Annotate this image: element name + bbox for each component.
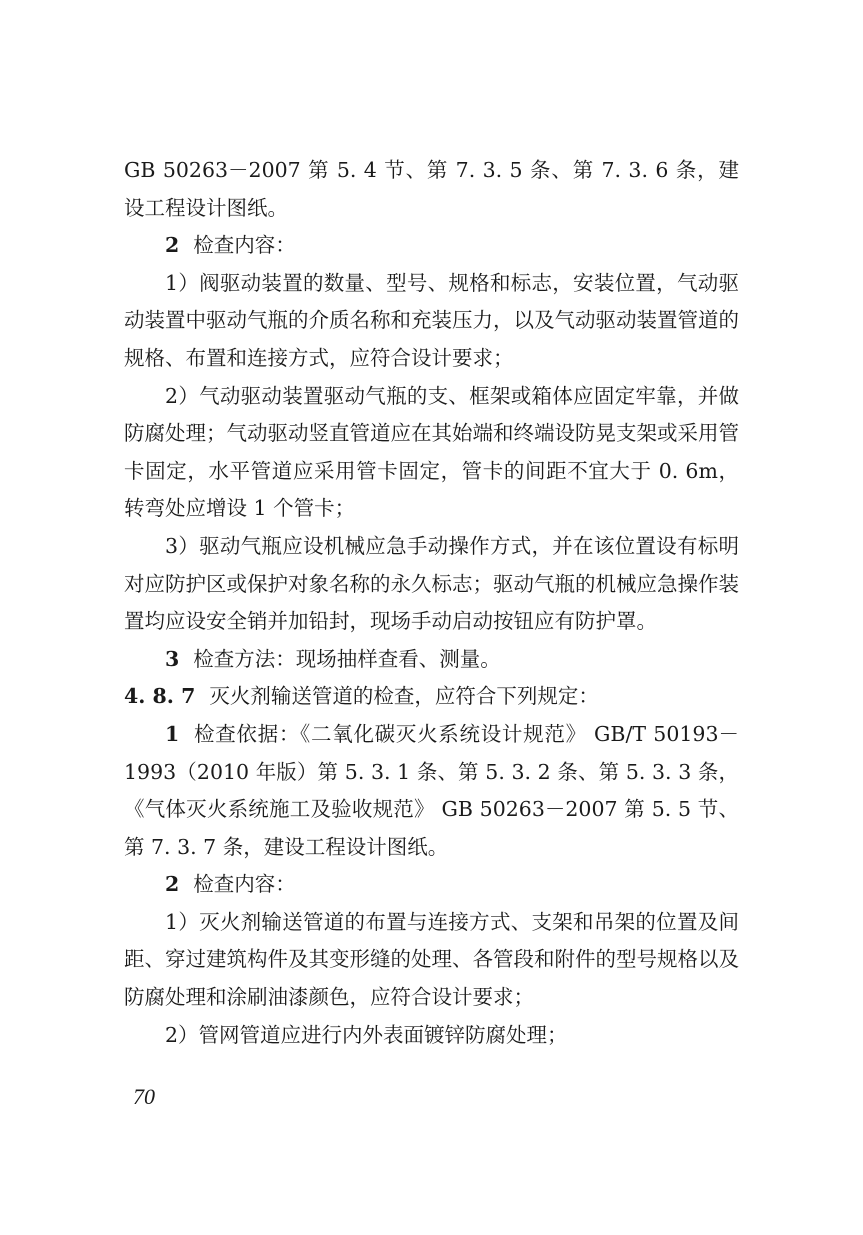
body-text bbox=[124, 152, 739, 1054]
clause-number: 4. 8. 7 bbox=[124, 684, 196, 709]
paragraph-continuation: GB 50263－2007 第 5. 4 节、第 7. 3. 5 条、第 7. 3. 6 条，建设工程设计图纸。 bbox=[124, 158, 739, 220]
subitem-1: 1）灭火剂输送管道的布置与连接方式、支架和吊架的位置及间距、穿过建筑构件及其变形缝的处理、各管段和附件的型号规格以及防腐处理和涂刷油漆颜色，应符合设计要求； bbox=[124, 909, 739, 1010]
item-2-check-content: 2 检查内容： bbox=[165, 233, 296, 258]
item-number: 3 bbox=[165, 646, 180, 671]
subitem-3: 3）驱动气瓶应设机械应急手动操作方式，并在该位置设有标明对应防护区或保护对象名称的永久标志；驱动气瓶的机械应急操作装置均应设安全销并加铅封，现场手动启动按钮应有防护罩。 bbox=[124, 533, 739, 634]
item-2-check-content: 2 检查内容： bbox=[165, 872, 296, 897]
subitem-1: 1）阀驱动装置的数量、型号、规格和标志，安装位置，气动驱动装置中驱动气瓶的介质名称和充装压力，以及气动驱动装置管道的规格、布置和连接方式，应符合设计要求； bbox=[124, 270, 739, 370]
item-3-check-method: 3 检查方法：现场抽样查看、测量。 bbox=[165, 646, 501, 671]
clause-4-8-7: 4. 8. 7 灭火剂输送管道的检查，应符合下列规定： bbox=[124, 684, 599, 709]
item-number: 1 bbox=[165, 721, 180, 746]
item-1-check-basis: 1 检查依据：《二氧化碳灭火系统设计规范》 GB/T 50193－1993（2010 年版）第 5. 3. 1 条、第 5. 3. 2 条、第 5. 3. 3 条，《气体灭火系统施工及验收规范》 GB 50263－2007 第 5. 5 节、第 7. 3. 7 条，建设工程设计图纸。 bbox=[124, 721, 739, 859]
item-number: 2 bbox=[165, 233, 180, 258]
page-number: 70 bbox=[133, 1084, 155, 1109]
item-number: 2 bbox=[165, 872, 180, 897]
subitem-2: 2）气动驱动装置驱动气瓶的支、框架或箱体应固定牢靠，并做防腐处理；气动驱动竖直管道应在其始端和终端设防晃支架或采用管卡固定，水平管道应采用管卡固定，管卡的间距不宜大于 0. 6m，转弯处应增设 1 个管卡； bbox=[124, 383, 739, 521]
subitem-2: 2）管网管道应进行内外表面镀锌防腐处理； bbox=[165, 1022, 568, 1047]
